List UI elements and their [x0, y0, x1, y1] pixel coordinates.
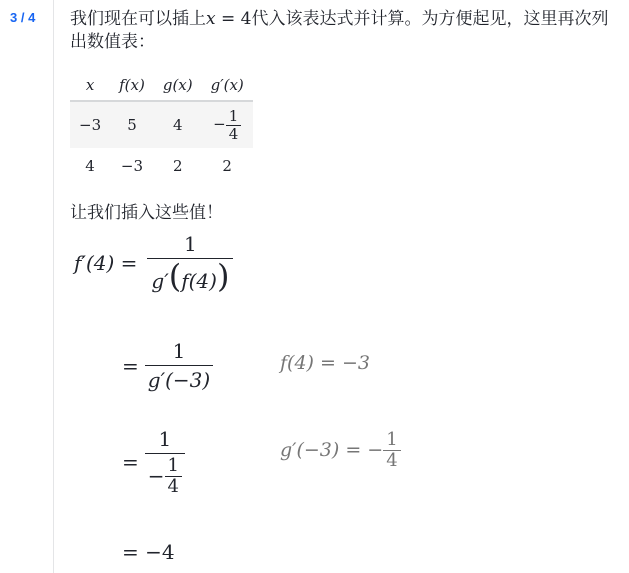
step2-note-text: f(4) = −3 [280, 352, 370, 374]
table-cell: −3 [120, 157, 144, 175]
step2-note [280, 352, 370, 374]
right-paren: ) [216, 257, 230, 295]
step3-numerator: 1 [158, 427, 172, 451]
step-counter: 3 / 4 [10, 10, 36, 25]
table-header: g(x) [154, 70, 202, 101]
cell-fraction: $\frac{1}{4}$ [226, 108, 242, 142]
solution-content [70, 8, 615, 225]
values-table [70, 70, 253, 184]
table-header-row [70, 70, 253, 101]
step1-den-inner: f(4) [181, 269, 217, 293]
left-paren: ( [168, 257, 182, 295]
step3-note [280, 430, 401, 471]
step2-numerator: 1 [172, 339, 186, 363]
step1-numerator: 1 [184, 232, 197, 256]
step3-denominator [145, 453, 185, 497]
step3-note-num: 1 [386, 429, 398, 450]
step3-note-fraction [383, 430, 400, 471]
table-cell: 2 [222, 157, 232, 175]
step1-den-prefix: g′ [151, 269, 169, 293]
step3-den-num: 1 [167, 455, 179, 476]
equation-step-4 [122, 540, 175, 564]
table-cell: 4 [154, 101, 202, 148]
step3-note-den: 4 [383, 450, 400, 471]
lhs-expression: f′(4) = [74, 251, 138, 275]
step1-denominator [147, 258, 233, 293]
table-cell: 5 [110, 101, 154, 148]
table-cell: 4 [85, 157, 95, 175]
table-header: g′(x) [202, 70, 253, 101]
intro-eq: = 4 [215, 9, 252, 29]
intro-var: x [206, 9, 216, 29]
divider [53, 0, 54, 573]
equation-step-3 [122, 428, 185, 497]
table-header: x [70, 70, 110, 101]
intro-text-before: 我们现在可以插上 [70, 9, 206, 29]
step2-fraction [145, 340, 213, 391]
step3-fraction [145, 428, 185, 497]
step3-equals: = [122, 450, 139, 475]
table-cell: −3 [70, 101, 110, 148]
table-cell: − $\frac{1}{4}$ [202, 101, 253, 148]
step1-fraction [147, 233, 233, 293]
step2-equals: = [122, 353, 139, 378]
equation-step-1 [74, 233, 233, 293]
step3-den-sign: − [147, 464, 165, 489]
intro-paragraph [70, 8, 615, 54]
step3-inner-fraction [165, 456, 182, 497]
final-result: = −4 [122, 540, 175, 564]
step2-denominator: g′(−3) [145, 365, 213, 391]
plug-in-text: 让我们插入这些值！ [70, 203, 223, 223]
table-row [70, 101, 253, 148]
table-cell: 2 [172, 157, 183, 175]
table-header: f(x) [110, 70, 154, 101]
table-row [70, 148, 253, 184]
equation-step-2 [122, 340, 213, 391]
step3-note-lhs: g′(−3) = − [280, 439, 384, 462]
step3-den-den: 4 [165, 476, 182, 497]
intro-text-after: 代入该表达式并计算。为方便起见，这里再次列出数值表： [70, 9, 609, 52]
